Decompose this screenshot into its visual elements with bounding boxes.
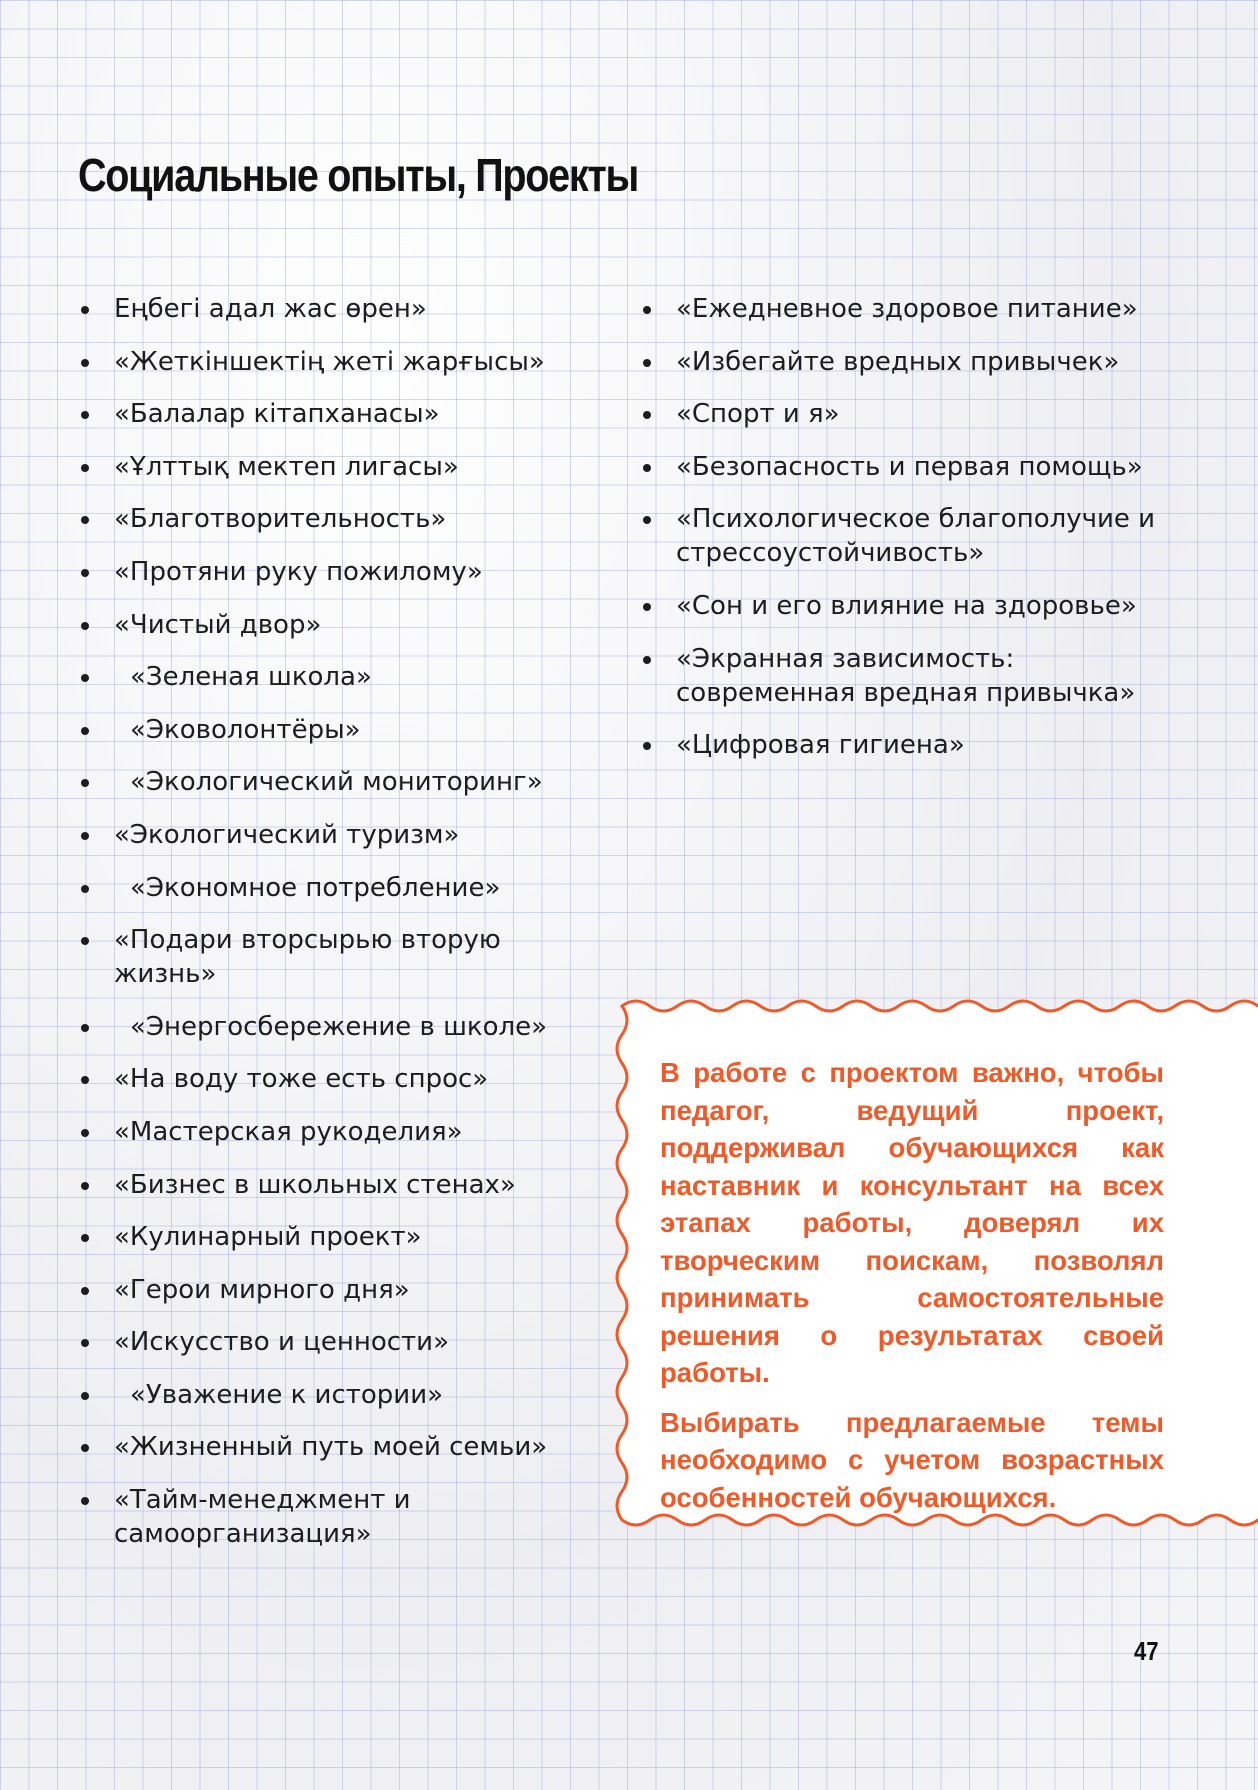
note-paragraph-2: Выбирать предлагаемые темы необходимо с учетом возрастных особенностей обучающихся. <box>660 1406 1164 1513</box>
list-item-text: «Герои мирного дня» <box>114 1274 410 1305</box>
list-item-text: «Цифровая гигиена» <box>676 730 965 761</box>
list-item-text: «Спорт и я» <box>676 399 840 430</box>
list-item-text: «Благотворительность» <box>114 504 447 535</box>
list-item-text: «Протяни руку пожилому» <box>114 556 483 587</box>
page-number: 47 <box>1134 1636 1159 1666</box>
list-item-text: «Балалар кітапханасы» <box>114 399 440 430</box>
list-item-text: «Мастерская рукоделия» <box>114 1116 463 1147</box>
list-item-text: «Чистый двор» <box>114 609 322 640</box>
list-item-text: «Сон и его влияние на здоровье» <box>676 590 1137 621</box>
list-item-text: «Психологическое благополучие и стрессоустойчивость» <box>676 504 1156 569</box>
list-item-text: «Бизнес в школьных стенах» <box>114 1169 516 1200</box>
list-item-text: «На воду тоже есть спрос» <box>114 1064 489 1095</box>
list-item-text: «Энергосбережение в школе» <box>130 1011 548 1042</box>
list-item-text: «Экранная зависимость: современная вредная привычка» <box>676 643 1136 708</box>
note-paragraph-1: В работе с проектом важно, чтобы педагог, ведущий проект, поддерживал обучающихся как наставник и консультант на всех этапах работы, доверял их творческим поискам, позволял принимать самостоятельные решения о результатах своей работы. <box>660 1057 1164 1388</box>
list-item-text: «Искусство и ценности» <box>114 1327 449 1358</box>
page-title: Социальные опыты, Проекты <box>78 149 638 201</box>
list-item-text: «Жизненный путь моей семьи» <box>114 1432 548 1463</box>
list-item-text: «Зеленая школа» <box>130 662 372 693</box>
list-item-text: «Жеткіншектің жеті жарғысы» <box>114 346 545 377</box>
list-item-text: Еңбегі адал жас өрен» <box>114 294 427 324</box>
list-item-text: «Экономное потребление» <box>130 872 501 903</box>
note-box <box>660 1054 1164 1528</box>
list-item-text: «Безопасность и первая помощь» <box>676 451 1143 482</box>
list-item-text: «Тайм-менеджмент и самоорганизация» <box>114 1485 411 1550</box>
list-item-text: «Экологический туризм» <box>114 819 460 850</box>
list-item-text: «Экологический мониторинг» <box>130 767 543 798</box>
list-item-text: «Кулинарный проект» <box>114 1222 422 1253</box>
list-item-text: «Ежедневное здоровое питание» <box>676 294 1138 324</box>
list-item-text: «Избегайте вредных привычек» <box>676 346 1120 377</box>
list-item-text: «Эковолонтёры» <box>130 714 361 745</box>
list-item-text: «Ұлттық мектеп лигасы» <box>114 451 459 482</box>
list-item-text: «Подари вторсырью вторую жизнь» <box>114 925 501 990</box>
list-item-text: «Уважение к истории» <box>130 1379 444 1410</box>
